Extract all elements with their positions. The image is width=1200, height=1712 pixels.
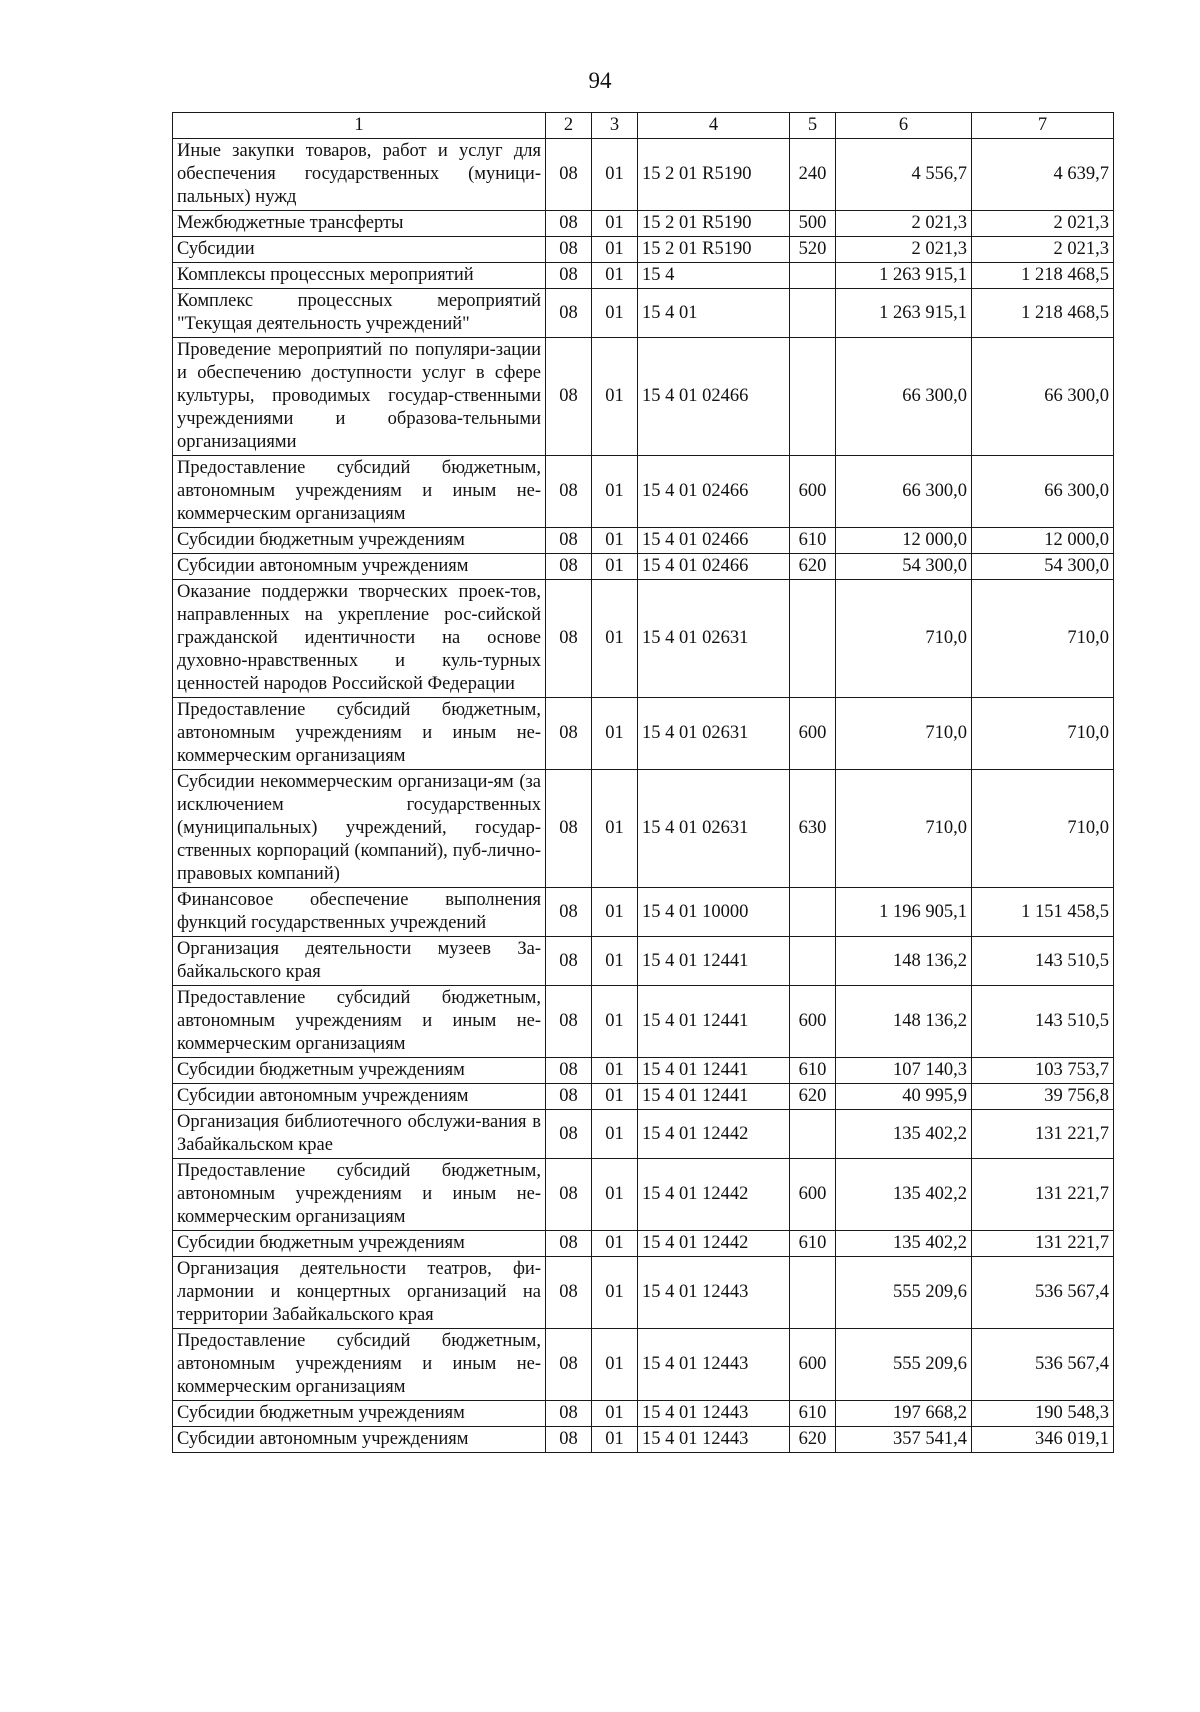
- cell-section: 08: [546, 1110, 592, 1159]
- budget-table: [172, 112, 1114, 1453]
- cell-amount-year-2: 346 019,1: [972, 1427, 1114, 1453]
- cell-expense-type: [790, 338, 836, 456]
- cell-amount-year-1: 135 402,2: [836, 1159, 972, 1231]
- header-col-7: 7: [972, 113, 1114, 139]
- cell-target-article: 15 4 01 12443: [638, 1401, 790, 1427]
- cell-subsection: 01: [592, 698, 638, 770]
- cell-amount-year-1: 2 021,3: [836, 237, 972, 263]
- cell-target-article: 15 4 01 12441: [638, 1084, 790, 1110]
- cell-subsection: 01: [592, 263, 638, 289]
- cell-name: Субсидии автономным учреждениям: [173, 1084, 546, 1110]
- table-row: [173, 770, 1114, 888]
- table-row: [173, 1110, 1114, 1159]
- cell-amount-year-2: 131 221,7: [972, 1159, 1114, 1231]
- cell-section: 08: [546, 456, 592, 528]
- cell-target-article: 15 4 01 12441: [638, 1058, 790, 1084]
- cell-expense-type: 500: [790, 211, 836, 237]
- cell-amount-year-1: 66 300,0: [836, 456, 972, 528]
- cell-expense-type: [790, 1257, 836, 1329]
- cell-expense-type: 240: [790, 139, 836, 211]
- cell-expense-type: 610: [790, 528, 836, 554]
- cell-amount-year-1: 148 136,2: [836, 937, 972, 986]
- cell-subsection: 01: [592, 986, 638, 1058]
- cell-subsection: 01: [592, 1329, 638, 1401]
- cell-expense-type: [790, 1110, 836, 1159]
- header-col-5: 5: [790, 113, 836, 139]
- cell-expense-type: 620: [790, 1427, 836, 1453]
- cell-section: 08: [546, 1427, 592, 1453]
- cell-subsection: 01: [592, 456, 638, 528]
- cell-section: 08: [546, 237, 592, 263]
- cell-amount-year-1: 1 263 915,1: [836, 289, 972, 338]
- cell-subsection: 01: [592, 770, 638, 888]
- cell-section: 08: [546, 698, 592, 770]
- cell-target-article: 15 4 01 02466: [638, 554, 790, 580]
- cell-name: Иные закупки товаров, работ и услуг для обеспечения государственных (муници-пальных) нужд: [173, 139, 546, 211]
- table-row: [173, 1159, 1114, 1231]
- cell-section: 08: [546, 986, 592, 1058]
- cell-amount-year-2: 103 753,7: [972, 1058, 1114, 1084]
- table-row: [173, 338, 1114, 456]
- cell-amount-year-1: 710,0: [836, 698, 972, 770]
- cell-amount-year-1: 710,0: [836, 770, 972, 888]
- cell-section: 08: [546, 1084, 592, 1110]
- header-col-4: 4: [638, 113, 790, 139]
- table-row: [173, 1231, 1114, 1257]
- cell-expense-type: 620: [790, 554, 836, 580]
- cell-name: Предоставление субсидий бюджетным, автономным учреждениям и иным не-коммерческим организациям: [173, 698, 546, 770]
- cell-amount-year-1: 197 668,2: [836, 1401, 972, 1427]
- cell-amount-year-1: 54 300,0: [836, 554, 972, 580]
- header-col-2: 2: [546, 113, 592, 139]
- cell-expense-type: 630: [790, 770, 836, 888]
- cell-section: 08: [546, 580, 592, 698]
- cell-section: 08: [546, 1329, 592, 1401]
- cell-target-article: 15 4 01 12443: [638, 1427, 790, 1453]
- cell-amount-year-2: 39 756,8: [972, 1084, 1114, 1110]
- cell-name: Предоставление субсидий бюджетным, автономным учреждениям и иным не-коммерческим организациям: [173, 1159, 546, 1231]
- cell-subsection: 01: [592, 580, 638, 698]
- table-row: [173, 237, 1114, 263]
- cell-amount-year-2: 66 300,0: [972, 456, 1114, 528]
- cell-amount-year-1: 135 402,2: [836, 1110, 972, 1159]
- cell-name: Субсидии автономным учреждениям: [173, 1427, 546, 1453]
- cell-target-article: 15 4 01 12443: [638, 1257, 790, 1329]
- cell-section: 08: [546, 1231, 592, 1257]
- table-row: [173, 139, 1114, 211]
- cell-section: 08: [546, 1401, 592, 1427]
- cell-target-article: 15 4 01 12441: [638, 937, 790, 986]
- cell-subsection: 01: [592, 1257, 638, 1329]
- cell-amount-year-2: 1 218 468,5: [972, 263, 1114, 289]
- cell-amount-year-1: 710,0: [836, 580, 972, 698]
- cell-section: 08: [546, 338, 592, 456]
- cell-subsection: 01: [592, 1401, 638, 1427]
- cell-expense-type: 600: [790, 1329, 836, 1401]
- cell-name: Комплекс процессных мероприятий "Текущая деятельность учреждений": [173, 289, 546, 338]
- table-row: [173, 456, 1114, 528]
- table-row: [173, 1257, 1114, 1329]
- cell-section: 08: [546, 770, 592, 888]
- table-row: [173, 1084, 1114, 1110]
- cell-expense-type: 600: [790, 986, 836, 1058]
- cell-target-article: 15 4 01 02631: [638, 770, 790, 888]
- cell-expense-type: [790, 580, 836, 698]
- table-row: [173, 554, 1114, 580]
- cell-amount-year-2: 1 151 458,5: [972, 888, 1114, 937]
- cell-expense-type: 600: [790, 456, 836, 528]
- cell-section: 08: [546, 139, 592, 211]
- cell-amount-year-2: 710,0: [972, 580, 1114, 698]
- cell-amount-year-1: 357 541,4: [836, 1427, 972, 1453]
- cell-name: Предоставление субсидий бюджетным, автономным учреждениям и иным не-коммерческим организациям: [173, 456, 546, 528]
- cell-amount-year-1: 555 209,6: [836, 1257, 972, 1329]
- cell-target-article: 15 4 01 12442: [638, 1110, 790, 1159]
- cell-name: Проведение мероприятий по популяри-зации и обеспечению доступности услуг в сфере культуры, проводимых государ-ственными учреждениями и образова-тельными организациями: [173, 338, 546, 456]
- cell-name: Комплексы процессных мероприятий: [173, 263, 546, 289]
- cell-amount-year-1: 40 995,9: [836, 1084, 972, 1110]
- table-row: [173, 263, 1114, 289]
- cell-expense-type: 610: [790, 1401, 836, 1427]
- cell-subsection: 01: [592, 937, 638, 986]
- cell-target-article: 15 4 01 12443: [638, 1329, 790, 1401]
- table-body: [173, 139, 1114, 1453]
- cell-target-article: 15 4 01 02631: [638, 698, 790, 770]
- cell-amount-year-1: 148 136,2: [836, 986, 972, 1058]
- cell-expense-type: 520: [790, 237, 836, 263]
- cell-name: Финансовое обеспечение выполнения функций государственных учреждений: [173, 888, 546, 937]
- cell-name: Предоставление субсидий бюджетным, автономным учреждениям и иным не-коммерческим организациям: [173, 1329, 546, 1401]
- cell-target-article: 15 2 01 R5190: [638, 237, 790, 263]
- header-row: [173, 113, 1114, 139]
- cell-target-article: 15 4 01 12441: [638, 986, 790, 1058]
- cell-amount-year-2: 190 548,3: [972, 1401, 1114, 1427]
- cell-name: Субсидии автономным учреждениям: [173, 554, 546, 580]
- cell-target-article: 15 4 01 02631: [638, 580, 790, 698]
- cell-section: 08: [546, 528, 592, 554]
- cell-target-article: 15 4 01 02466: [638, 528, 790, 554]
- table-header: [173, 113, 1114, 139]
- table-row: [173, 698, 1114, 770]
- cell-amount-year-1: 107 140,3: [836, 1058, 972, 1084]
- cell-target-article: 15 4 01 02466: [638, 338, 790, 456]
- cell-amount-year-2: 1 218 468,5: [972, 289, 1114, 338]
- cell-name: Субсидии бюджетным учреждениям: [173, 1231, 546, 1257]
- cell-name: Организация библиотечного обслужи-вания в Забайкальском крае: [173, 1110, 546, 1159]
- cell-name: Межбюджетные трансферты: [173, 211, 546, 237]
- table-row: [173, 1058, 1114, 1084]
- cell-amount-year-2: 536 567,4: [972, 1329, 1114, 1401]
- table-row: [173, 289, 1114, 338]
- cell-amount-year-1: 555 209,6: [836, 1329, 972, 1401]
- cell-name: Субсидии: [173, 237, 546, 263]
- cell-subsection: 01: [592, 211, 638, 237]
- cell-name: Оказание поддержки творческих проек-тов, направленных на укрепление рос-сийской гражданской идентичности на основе духовно-нравственных и куль-турных ценностей народов Российской Федерации: [173, 580, 546, 698]
- cell-amount-year-2: 131 221,7: [972, 1110, 1114, 1159]
- cell-expense-type: [790, 289, 836, 338]
- cell-target-article: 15 4 01 10000: [638, 888, 790, 937]
- table-row: [173, 580, 1114, 698]
- cell-target-article: 15 2 01 R5190: [638, 211, 790, 237]
- cell-amount-year-2: 536 567,4: [972, 1257, 1114, 1329]
- cell-target-article: 15 2 01 R5190: [638, 139, 790, 211]
- cell-subsection: 01: [592, 1231, 638, 1257]
- cell-subsection: 01: [592, 237, 638, 263]
- page-number: 94: [588, 68, 612, 93]
- cell-subsection: 01: [592, 1084, 638, 1110]
- cell-subsection: 01: [592, 139, 638, 211]
- cell-subsection: 01: [592, 338, 638, 456]
- cell-name: Организация деятельности музеев За-байкальского края: [173, 937, 546, 986]
- cell-amount-year-2: 4 639,7: [972, 139, 1114, 211]
- cell-section: 08: [546, 1159, 592, 1231]
- cell-amount-year-1: 2 021,3: [836, 211, 972, 237]
- cell-amount-year-1: 12 000,0: [836, 528, 972, 554]
- table-row: [173, 1427, 1114, 1453]
- cell-amount-year-1: 1 196 905,1: [836, 888, 972, 937]
- cell-section: 08: [546, 1257, 592, 1329]
- cell-amount-year-2: 66 300,0: [972, 338, 1114, 456]
- cell-amount-year-2: 131 221,7: [972, 1231, 1114, 1257]
- cell-amount-year-2: 710,0: [972, 698, 1114, 770]
- cell-amount-year-2: 54 300,0: [972, 554, 1114, 580]
- cell-target-article: 15 4 01 12442: [638, 1159, 790, 1231]
- cell-subsection: 01: [592, 1427, 638, 1453]
- cell-name: Организация деятельности театров, фи-лармонии и концертных организаций на территории Забайкальского края: [173, 1257, 546, 1329]
- cell-section: 08: [546, 263, 592, 289]
- table-row: [173, 986, 1114, 1058]
- cell-target-article: 15 4 01 02466: [638, 456, 790, 528]
- cell-amount-year-2: 2 021,3: [972, 237, 1114, 263]
- cell-expense-type: 600: [790, 698, 836, 770]
- cell-amount-year-2: 143 510,5: [972, 986, 1114, 1058]
- cell-expense-type: [790, 888, 836, 937]
- cell-amount-year-1: 135 402,2: [836, 1231, 972, 1257]
- table-row: [173, 937, 1114, 986]
- cell-subsection: 01: [592, 888, 638, 937]
- table-row: [173, 1401, 1114, 1427]
- cell-amount-year-2: 710,0: [972, 770, 1114, 888]
- cell-section: 08: [546, 211, 592, 237]
- header-col-6: 6: [836, 113, 972, 139]
- cell-subsection: 01: [592, 1159, 638, 1231]
- cell-expense-type: 600: [790, 1159, 836, 1231]
- table-row: [173, 1329, 1114, 1401]
- header-col-3: 3: [592, 113, 638, 139]
- cell-subsection: 01: [592, 289, 638, 338]
- table-row: [173, 528, 1114, 554]
- cell-name: Субсидии бюджетным учреждениям: [173, 528, 546, 554]
- cell-target-article: 15 4: [638, 263, 790, 289]
- table-row: [173, 888, 1114, 937]
- cell-section: 08: [546, 937, 592, 986]
- cell-name: Субсидии некоммерческим организаци-ям (за исключением государственных (муниципальных) учреждений, государ-ственных корпораций (компаний), пуб-лично-правовых компаний): [173, 770, 546, 888]
- cell-section: 08: [546, 554, 592, 580]
- cell-amount-year-2: 2 021,3: [972, 211, 1114, 237]
- cell-section: 08: [546, 289, 592, 338]
- cell-expense-type: 610: [790, 1058, 836, 1084]
- cell-target-article: 15 4 01 12442: [638, 1231, 790, 1257]
- cell-amount-year-2: 143 510,5: [972, 937, 1114, 986]
- cell-subsection: 01: [592, 1058, 638, 1084]
- cell-amount-year-2: 12 000,0: [972, 528, 1114, 554]
- cell-name: Предоставление субсидий бюджетным, автономным учреждениям и иным не-коммерческим организациям: [173, 986, 546, 1058]
- cell-amount-year-1: 66 300,0: [836, 338, 972, 456]
- cell-section: 08: [546, 888, 592, 937]
- cell-name: Субсидии бюджетным учреждениям: [173, 1058, 546, 1084]
- table-row: [173, 211, 1114, 237]
- cell-expense-type: [790, 937, 836, 986]
- cell-amount-year-1: 1 263 915,1: [836, 263, 972, 289]
- cell-expense-type: 610: [790, 1231, 836, 1257]
- cell-subsection: 01: [592, 1110, 638, 1159]
- cell-section: 08: [546, 1058, 592, 1084]
- cell-subsection: 01: [592, 554, 638, 580]
- cell-expense-type: [790, 263, 836, 289]
- cell-expense-type: 620: [790, 1084, 836, 1110]
- cell-target-article: 15 4 01: [638, 289, 790, 338]
- cell-subsection: 01: [592, 528, 638, 554]
- cell-amount-year-1: 4 556,7: [836, 139, 972, 211]
- header-col-1: 1: [173, 113, 546, 139]
- cell-name: Субсидии бюджетным учреждениям: [173, 1401, 546, 1427]
